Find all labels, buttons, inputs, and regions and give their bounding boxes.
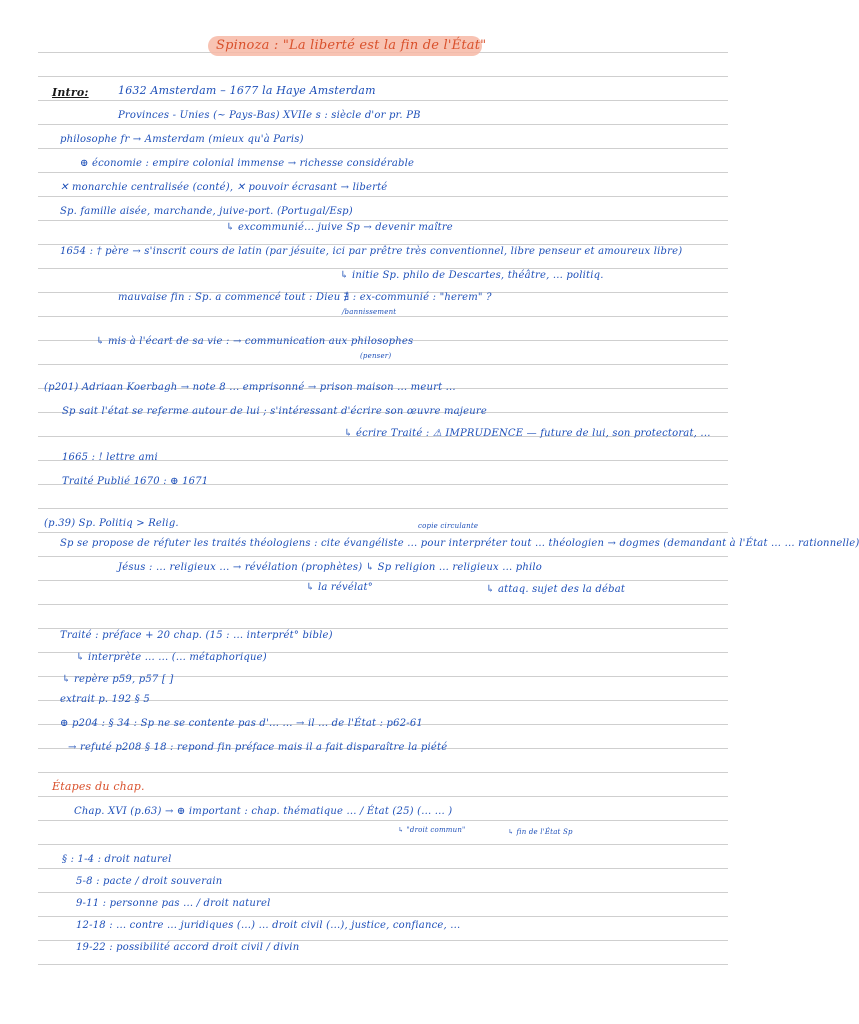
list-item: 19-22 : possibilité accord droit civil / divin: [76, 942, 300, 953]
list-item: 9-11 : personne pas ... / droit naturel: [76, 898, 271, 909]
note-p204: ⊕ p204 : § 34 : Sp ne se contente pas d'... ... → il ... de l'État : p62-61: [60, 718, 423, 729]
list-item: 12-18 : ... contre ... juridiques (...) ... droit civil (...), justice, confiance, ...: [76, 920, 461, 931]
note-monarchie: ✕ monarchie centralisée (conté), ✕ pouvoir écrasant → liberté: [60, 182, 388, 193]
rule-line: [38, 220, 728, 221]
note-chap16: Chap. XVI (p.63) → ⊕ important : chap. thématique ... / État (25) (... ... ): [74, 806, 453, 817]
rule-line: [38, 844, 728, 845]
note-provinces: Provinces - Unies (~ Pays-Bas) XVIIe s : siècle d'or pr. PB: [118, 110, 421, 121]
note-droit-commun: ↳ "droit commun": [398, 826, 466, 834]
rule-line: [38, 580, 728, 581]
rule-line: [38, 628, 728, 629]
note-mis: ↳ mis à l'écart de sa vie : → communication aux philosophes: [96, 336, 414, 347]
note-adriaan: (p201) Adriaan Koerbagh → note 8 ... emprisonné → prison maison ... meurt ...: [44, 382, 456, 393]
rule-line: [38, 196, 728, 197]
rule-line: [38, 964, 728, 965]
intro-label: Intro:: [52, 86, 89, 99]
rule-line: [38, 796, 728, 797]
page-title: Spinoza : "La liberté est la fin de l'État": [216, 38, 487, 53]
note-1654: 1654 : † père → s'inscrit cours de latin (par jésuite, ici par prêtre très conventionnel, libre penseur et amoureux libre): [60, 246, 683, 257]
note-dates: 1632 Amsterdam – 1677 la Haye Amsterdam: [118, 84, 376, 97]
rule-line: [38, 868, 728, 869]
rule-line: [38, 172, 728, 173]
note-refute: → refuté p208 § 18 : repond fin préface mais il a fait disparaître la piété: [68, 742, 448, 753]
rule-line: [38, 316, 728, 317]
rule-line: [38, 76, 728, 77]
rule-line: [38, 772, 728, 773]
note-p39: (p.39) Sp. Politiq > Relig.: [44, 518, 179, 529]
section-etapes: Étapes du chap.: [52, 780, 145, 793]
rule-line: [38, 820, 728, 821]
note-copie: copie circulante: [418, 522, 479, 530]
note-1665: 1665 : ! lettre ami: [62, 452, 158, 463]
rule-line: [38, 532, 728, 533]
note-penser: (penser): [360, 352, 392, 360]
note-ecrire-traite: ↳ écrire Traité : ⚠ IMPRUDENCE — future de lui, son protectorat, ...: [344, 428, 711, 439]
rule-line: [38, 364, 728, 365]
rule-line: [38, 268, 728, 269]
note-traite-preface: Traité : préface + 20 chap. (15 : ... interprét° bible): [60, 630, 333, 641]
note-initie: ↳ initie Sp. philo de Descartes, théâtre, ... politiq.: [340, 270, 604, 281]
note-famille: Sp. famille aisée, marchande, juive-port. (Portugal/Esp): [60, 206, 353, 217]
rule-line: [38, 508, 728, 509]
rule-line: [38, 604, 728, 605]
rule-line: [38, 892, 728, 893]
rule-line: [38, 556, 728, 557]
note-attaq: ↳ attaq. sujet des la débat: [486, 584, 626, 595]
note-philosophe: philosophe fr → Amsterdam (mieux qu'à Paris): [60, 134, 304, 145]
list-item: 5-8 : pacte / droit souverain: [76, 876, 223, 887]
note-mauvaise-fin: mauvaise fin : Sp. a commencé tout : Dieu ∄ : ex-communié : "herem" ?: [118, 292, 492, 303]
note-bannissement: /bannissement: [342, 308, 397, 316]
note-revelat: ↳ la révélat°: [306, 582, 373, 593]
note-excom: ↳ excommunié... juive Sp → devenir maître: [226, 222, 453, 233]
rule-line: [38, 124, 728, 125]
rule-line: [38, 940, 728, 941]
list-item: § : 1-4 : droit naturel: [62, 854, 172, 865]
note-traite-publie: Traité Publié 1670 : ⊕ 1671: [62, 476, 209, 487]
note-sp-propose: Sp se propose de réfuter les traités théologiens : cite évangéliste ... pour interpréter tout ... théologien → dogmes (demandant à l'État ... ... rationnelle): [60, 538, 859, 549]
note-economie: ⊕ économie : empire colonial immense → richesse considérable: [80, 158, 415, 169]
note-fin-etat: ↳ fin de l'État Sp: [508, 828, 573, 836]
note-interprete: ↳ interprète ... ... (... métaphorique): [76, 652, 267, 663]
note-repere: ↳ repère p59, p57 [ ]: [62, 674, 174, 685]
note-sp-sait: Sp sait l'état se referme autour de lui ; s'intéressant d'écrire son œuvre majeure: [62, 406, 487, 417]
note-extrait: extrait p. 192 § 5: [60, 694, 150, 705]
rule-line: [38, 244, 728, 245]
rule-line: [38, 100, 728, 101]
rule-line: [38, 916, 728, 917]
note-jesus: Jésus : ... religieux ... → révélation (prophètes) ↳ Sp religion ... religieux ... philo: [118, 562, 542, 573]
rule-line: [38, 148, 728, 149]
